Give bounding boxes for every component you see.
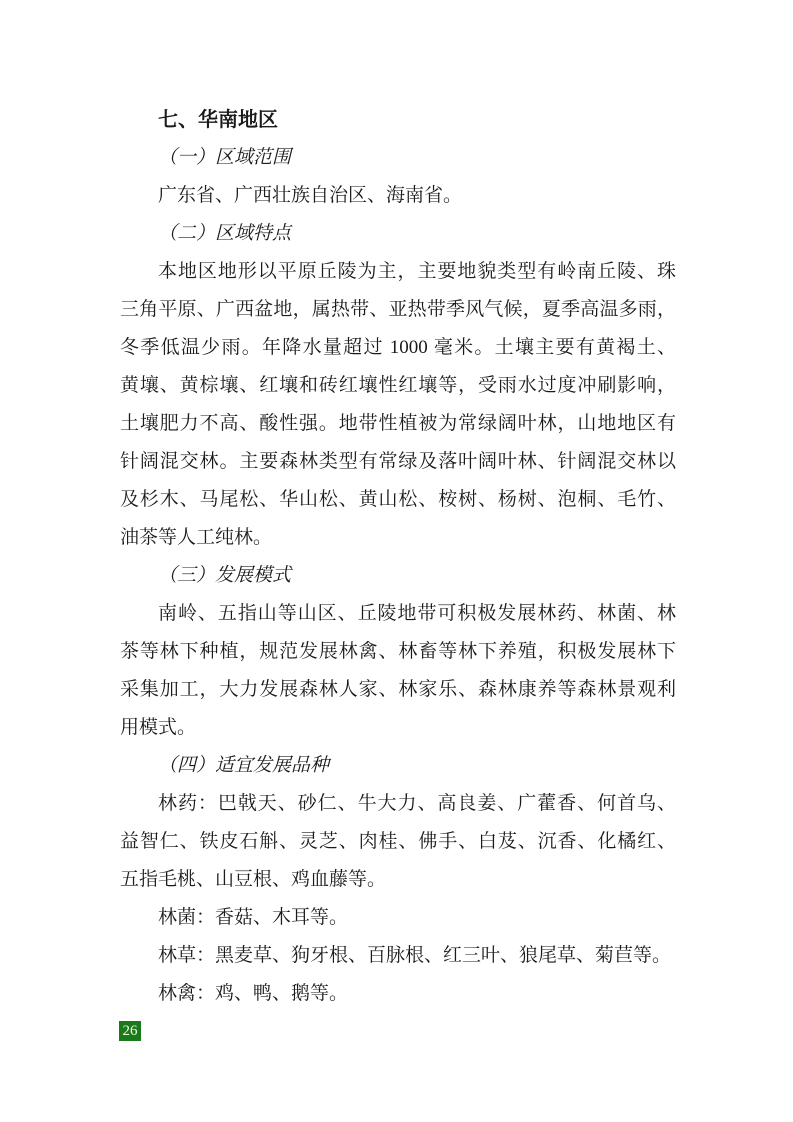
body-line: 及杉木、马尾松、华山松、黄山松、桉树、杨树、泡桐、毛竹、 [120,489,676,510]
section-2-title: （二）区域特点 [158,223,292,244]
body-line: 三角平原、广西盆地，属热带、亚热带季风气候，夏季高温多雨， [120,299,676,320]
page-number-badge: 26 [119,1021,141,1041]
body-line: 林禽：鸡、鸭、鹅等。 [158,983,349,1004]
section-3-title: （三）发展模式 [158,565,292,586]
section-1-title: （一）区域范围 [158,147,292,168]
body-line: 广东省、广西壮族自治区、海南省。 [158,185,463,206]
body-line: 南岭、五指山等山区、丘陵地带可积极发展林药、林菌、林 [158,603,676,624]
document-body [120,101,676,1013]
body-line: 五指毛桃、山豆根、鸡血藤等。 [120,869,387,890]
body-line: 茶等林下种植，规范发展林禽、林畜等林下养殖，积极发展林下 [120,641,676,662]
body-line: 黄壤、黄棕壤、红壤和砖红壤性红壤等，受雨水过度冲刷影响， [120,375,676,396]
body-line: 本地区地形以平原丘陵为主，主要地貌类型有岭南丘陵、珠 [158,261,676,282]
body-line: 采集加工，大力发展森林人家、林家乐、森林康养等森林景观利 [120,679,676,700]
body-line: 冬季低温少雨。年降水量超过 1000 毫米。土壤主要有黄褐土、 [120,337,676,358]
body-line: 益智仁、铁皮石斛、灵芝、肉桂、佛手、白芨、沉香、化橘红、 [120,831,676,852]
body-line: 林药：巴戟天、砂仁、牛大力、高良姜、广藿香、何首乌、 [158,793,676,814]
body-line: 土壤肥力不高、酸性强。地带性植被为常绿阔叶林，山地地区有 [120,413,676,434]
document-heading: 七、华南地区 [158,109,278,131]
body-line: 油茶等人工纯林。 [120,527,273,548]
body-line: 用模式。 [120,717,197,738]
body-line: 针阔混交林。主要森林类型有常绿及落叶阔叶林、针阔混交林以 [120,451,676,472]
body-line: 林菌：香菇、木耳等。 [158,907,349,928]
body-line: 林草：黑麦草、狗牙根、百脉根、红三叶、狼尾草、菊苣等。 [158,945,672,966]
section-4-title: （四）适宜发展品种 [158,755,330,776]
